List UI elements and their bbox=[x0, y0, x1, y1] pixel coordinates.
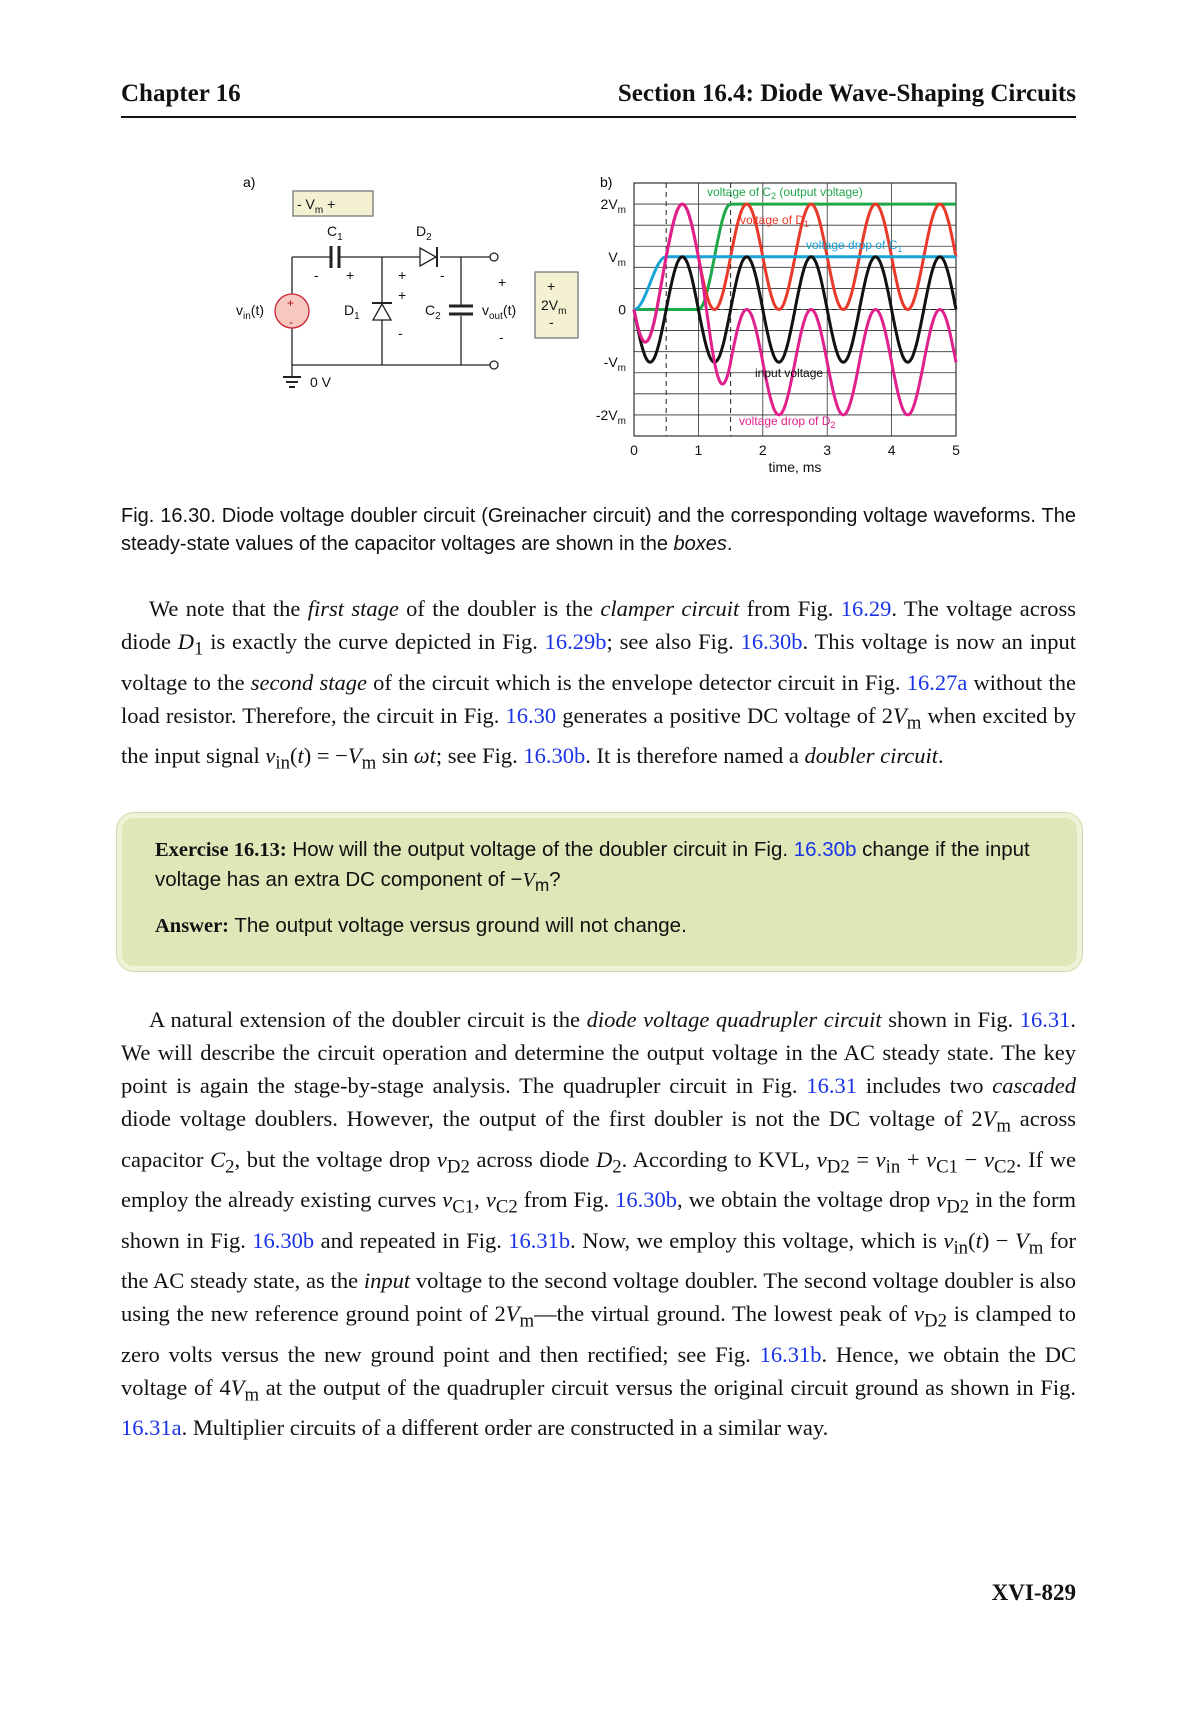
d2-diode-symbol bbox=[420, 248, 436, 266]
link-fig-16-30[interactable]: 16.30 bbox=[505, 702, 557, 728]
exercise-question: Exercise 16.13: How will the output voltage of the doubler circuit in Fig. 16.30b change if the input voltage has an extra DC component of $-V_m$? bbox=[155, 838, 1030, 896]
y-tick-label: 0 bbox=[618, 301, 626, 318]
link-fig-16-30b[interactable]: 16.30b bbox=[793, 838, 857, 861]
waveform-chart bbox=[596, 183, 960, 475]
y-tick-label: $2V_m$ bbox=[600, 196, 626, 217]
box-2vm-text: 2V bbox=[541, 297, 559, 313]
link-fig-16-29[interactable]: 16.29 bbox=[840, 596, 892, 621]
d2-label: D bbox=[416, 223, 427, 239]
x-tick-label: 3 bbox=[823, 442, 832, 458]
svg-text:+: + bbox=[547, 278, 556, 294]
link-fig-16-30b[interactable]: 16.30b bbox=[523, 743, 586, 768]
paragraph-doubler: We note that the first stage of the doubler is the clamper circuit from Fig. 16.29. The voltage across diode $D_1$ is exactly the curve depicted in Fig. 16.29b; see also Fig. 16.30b. This voltage is now an input voltage to the second stage of the circuit which is the envelope detector circuit in Fig. 16.27a without the load resistor. Therefore, the circuit in Fig. 16.30 generates a positive DC voltage of $2V_m$ when excited by the input signal $v_{in}(t) = -V_m$ sin ωt; see Fig. 16.30b. It is therefore named a doubler circuit. bbox=[121, 596, 1076, 774]
link-fig-16-31b[interactable]: 16.31b bbox=[508, 1227, 571, 1253]
svg-text:- Vm +: - $V_m$ + bbox=[297, 196, 336, 216]
link-fig-16-31a[interactable]: 16.31a bbox=[121, 1415, 182, 1440]
x-tick-label: 4 bbox=[887, 442, 896, 458]
svg-text:+: + bbox=[287, 296, 295, 310]
link-fig-16-29b[interactable]: 16.29b bbox=[544, 629, 607, 654]
series-label: voltage drop of $D_2$ bbox=[739, 414, 836, 430]
series-label: voltage of $D_1$ bbox=[740, 213, 810, 229]
page-number: XVI-829 bbox=[991, 1580, 1076, 1605]
link-fig-16-31[interactable]: 16.31 bbox=[806, 1073, 858, 1098]
vin-label: v bbox=[236, 302, 243, 318]
svg-text:C1: $C_1$ bbox=[327, 223, 343, 243]
panel-a-label: a) bbox=[243, 174, 256, 190]
section-header: Section 16.4: Diode Wave-Shaping Circuits bbox=[617, 80, 1076, 107]
svg-text:+: + bbox=[346, 267, 355, 283]
d1-diode-symbol bbox=[373, 304, 391, 320]
svg-text:vout(t): $v_{out}(t)$ bbox=[482, 302, 517, 322]
svg-text:-: - bbox=[440, 267, 445, 283]
d1-label: D bbox=[344, 302, 355, 318]
c1-label: C bbox=[327, 223, 338, 239]
series-label: voltage of $C_2$ (output voltage) bbox=[707, 185, 863, 201]
vout-label: v bbox=[482, 302, 489, 318]
svg-text:-: - bbox=[549, 314, 554, 330]
svg-text:C2: $C_2$ bbox=[425, 302, 441, 322]
x-tick-label: 5 bbox=[952, 442, 960, 458]
svg-text:vin(t): $v_{in}(t)$ bbox=[236, 302, 265, 322]
link-fig-16-31[interactable]: 16.31 bbox=[1019, 1007, 1071, 1032]
link-fig-16-30b[interactable]: 16.30b bbox=[252, 1227, 315, 1253]
y-tick-label: $V_m$ bbox=[608, 248, 626, 269]
x-axis-label: time, ms bbox=[768, 459, 822, 475]
x-tick-label: 1 bbox=[694, 442, 703, 458]
link-fig-16-27a[interactable]: 16.27a bbox=[906, 669, 968, 695]
box-vm-text: - V bbox=[297, 196, 315, 212]
figure-caption: Fig. 16.30. Diode voltage doubler circuit (Greinacher circuit) and the corresponding voltage waveforms. The steady-state values of the capacitor voltages are shown in the boxes. bbox=[121, 505, 1076, 555]
svg-text:+: + bbox=[398, 267, 407, 283]
svg-text:+: + bbox=[498, 274, 507, 290]
panel-b-label: b) bbox=[600, 174, 613, 190]
exercise-box bbox=[122, 818, 1077, 966]
exercise-answer: Answer: The output voltage versus ground will not change. bbox=[155, 914, 687, 938]
circuit-diagram bbox=[275, 191, 578, 387]
x-tick-label: 0 bbox=[630, 442, 638, 458]
svg-text:-: - bbox=[499, 329, 504, 345]
svg-text:-: - bbox=[314, 267, 319, 283]
link-fig-16-30b[interactable]: 16.30b bbox=[615, 1187, 678, 1212]
svg-text:D1: $D_1$ bbox=[344, 302, 360, 322]
svg-text:+: + bbox=[398, 287, 407, 303]
x-tick-label: 2 bbox=[758, 442, 767, 458]
c2-label: C bbox=[425, 302, 436, 318]
paragraph-quadrupler: A natural extension of the doubler circuit is the diode voltage quadrupler circuit shown in Fig. 16.31. We will describe the circuit operation and determine the output voltage in the AC steady state. The key point is again the stage-by-stage analysis. The quadrupler circuit in Fig. 16.31 includes two cascaded diode voltage doublers. However, the output of the first doubler is not the DC voltage of $2V_m$ across capacitor $C_2$, but the voltage drop $v_{D2}$ across diode $D_2$. According to KVL, $v_{D2} = v_{in} + v_{C1} - v_{C2}$. If we employ the already existing curves $v_{C1}$, $v_{C2}$ from Fig. 16.30b, we obtain the voltage drop $v_{D2}$ in the form shown in Fig. 16.30b and repeated in Fig. 16.31b. Now, we employ this voltage, which is $v_{in}(t) - V_m$ for the AC steady state, as the input voltage to the second voltage doubler. The second voltage doubler is also using the new reference ground point of $2V_m—the$ virtual ground. The lowest peak of $v_{D2}$ is clamped to zero volts versus the new ground point and then rectified; see Fig. 16.31b. Hence, we obtain the DC voltage of $4V_m$ at the output of the quadrupler circuit versus the original circuit ground as shown in Fig. 16.31a. Multiplier circuits of a different order are constructed in a similar way. bbox=[121, 1007, 1077, 1440]
svg-text:D2: $D_2$ bbox=[416, 223, 432, 243]
link-fig-16-30b[interactable]: 16.30b bbox=[740, 629, 803, 654]
link-fig-16-31b[interactable]: 16.31b bbox=[759, 1341, 822, 1367]
series-label: voltage drop of $C_1$ bbox=[806, 238, 903, 254]
y-tick-label: $-V_m$ bbox=[603, 354, 626, 375]
svg-text:2Vm: $2V_m$ bbox=[541, 297, 567, 317]
figure-16-30 bbox=[0, 0, 1200, 500]
chapter-header: Chapter 16 bbox=[121, 80, 241, 107]
y-tick-label: $-2V_m$ bbox=[595, 406, 626, 427]
svg-text:-: - bbox=[289, 315, 293, 329]
svg-text:-: - bbox=[398, 325, 403, 341]
ground-label: 0 V bbox=[310, 374, 332, 390]
series-label: input voltage bbox=[755, 366, 824, 380]
